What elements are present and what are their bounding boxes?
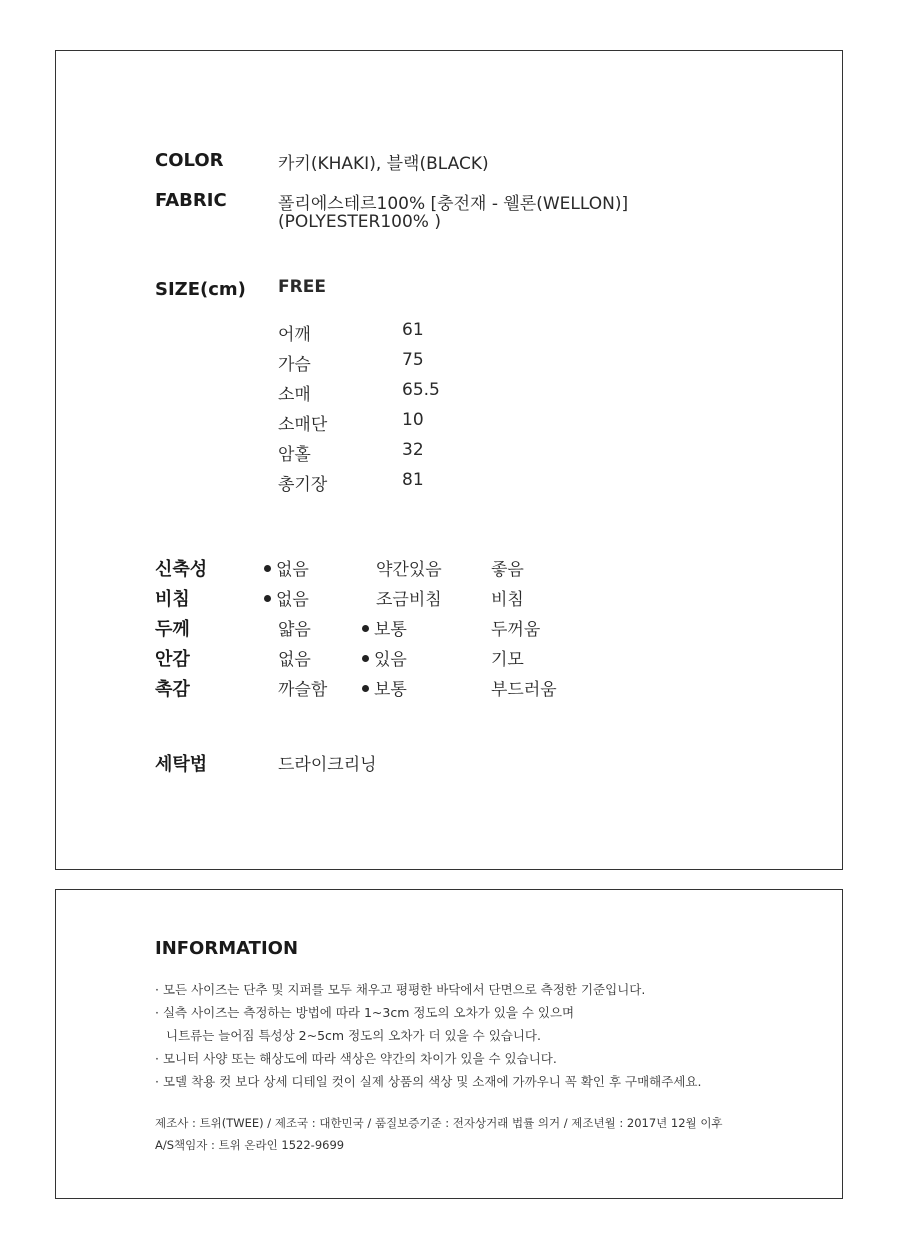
information-line: · 모니터 사양 또는 해상도에 따라 색상은 약간의 차이가 있을 수 있습니다. — [155, 1051, 557, 1066]
as-contact-info: A/S책임자 : 트위 온라인 1522-9699 — [155, 1138, 345, 1152]
manufacturer-info: 제조사 : 트위(TWEE) / 제조국 : 대한민국 / 품질보증기준 : 전자상거래 법률 의거 / 제조년월 : 2017년 12월 이후 — [155, 1116, 723, 1130]
size-row-value: 65.5 — [402, 380, 440, 400]
attribute-option: 보통 — [362, 615, 407, 640]
selected-bullet-icon — [264, 595, 271, 602]
fabric-value-line1: 폴리에스테르100% [충전재 - 웰론(WELLON)] — [278, 194, 629, 214]
size-row-value: 75 — [402, 350, 424, 370]
information-line: · 실측 사이즈는 측정하는 방법에 따라 1~3cm 정도의 오차가 있을 수 있으며 — [155, 1005, 575, 1020]
attribute-label: 비침 — [155, 589, 190, 610]
wash-value: 드라이크리닝 — [278, 755, 377, 775]
information-line: · 모델 착용 컷 보다 상세 디테일 컷이 실제 상품의 색상 및 소재에 가까우니 꼭 확인 후 구매해주세요. — [155, 1074, 702, 1089]
size-row-value: 61 — [402, 320, 424, 340]
size-row-name: 총기장 — [278, 475, 328, 495]
attribute-option: 있음 — [362, 645, 407, 670]
attribute-option: 없음 — [264, 585, 309, 610]
attribute-label: 신축성 — [155, 559, 208, 580]
color-value: 카키(KHAKI), 블랙(BLACK) — [278, 154, 489, 174]
color-label: COLOR — [155, 150, 224, 171]
attribute-option: 좋음 — [491, 560, 524, 580]
size-row-name: 암홀 — [278, 445, 311, 465]
attribute-option: 얇음 — [278, 620, 311, 640]
size-row-value: 81 — [402, 470, 424, 490]
size-header: FREE — [278, 277, 326, 297]
attribute-label: 두께 — [155, 619, 190, 640]
attribute-label: 촉감 — [155, 679, 190, 700]
size-row-name: 어깨 — [278, 325, 311, 345]
attribute-option: 부드러움 — [491, 680, 557, 700]
size-row-name: 가슴 — [278, 355, 311, 375]
information-title: INFORMATION — [155, 938, 299, 959]
attribute-option: 약간있음 — [376, 560, 442, 580]
size-row-name: 소매 — [278, 385, 311, 405]
information-line: 니트류는 늘어짐 특성상 2~5cm 정도의 오차가 더 있을 수 있습니다. — [166, 1028, 541, 1043]
selected-bullet-icon — [264, 565, 271, 572]
attribute-option: 없음 — [278, 650, 311, 670]
size-row-name: 소매단 — [278, 415, 328, 435]
fabric-value-line2: (POLYESTER100% ) — [278, 212, 441, 232]
attribute-option: 조금비침 — [376, 590, 442, 610]
attribute-option: 기모 — [491, 650, 524, 670]
attribute-option: 두꺼움 — [491, 620, 541, 640]
attribute-option: 보통 — [362, 675, 407, 700]
fabric-label: FABRIC — [155, 190, 227, 211]
attribute-label: 안감 — [155, 649, 190, 670]
selected-bullet-icon — [362, 685, 369, 692]
size-row-value: 10 — [402, 410, 424, 430]
size-row-value: 32 — [402, 440, 424, 460]
size-label: SIZE(cm) — [155, 279, 246, 300]
wash-label: 세탁법 — [155, 754, 208, 775]
attribute-option: 없음 — [264, 555, 309, 580]
attribute-option: 비침 — [491, 590, 524, 610]
information-line: · 모든 사이즈는 단추 및 지퍼를 모두 채우고 평평한 바닥에서 단면으로 측정한 기준입니다. — [155, 982, 646, 997]
selected-bullet-icon — [362, 655, 369, 662]
attribute-option: 까슬함 — [278, 680, 328, 700]
selected-bullet-icon — [362, 625, 369, 632]
